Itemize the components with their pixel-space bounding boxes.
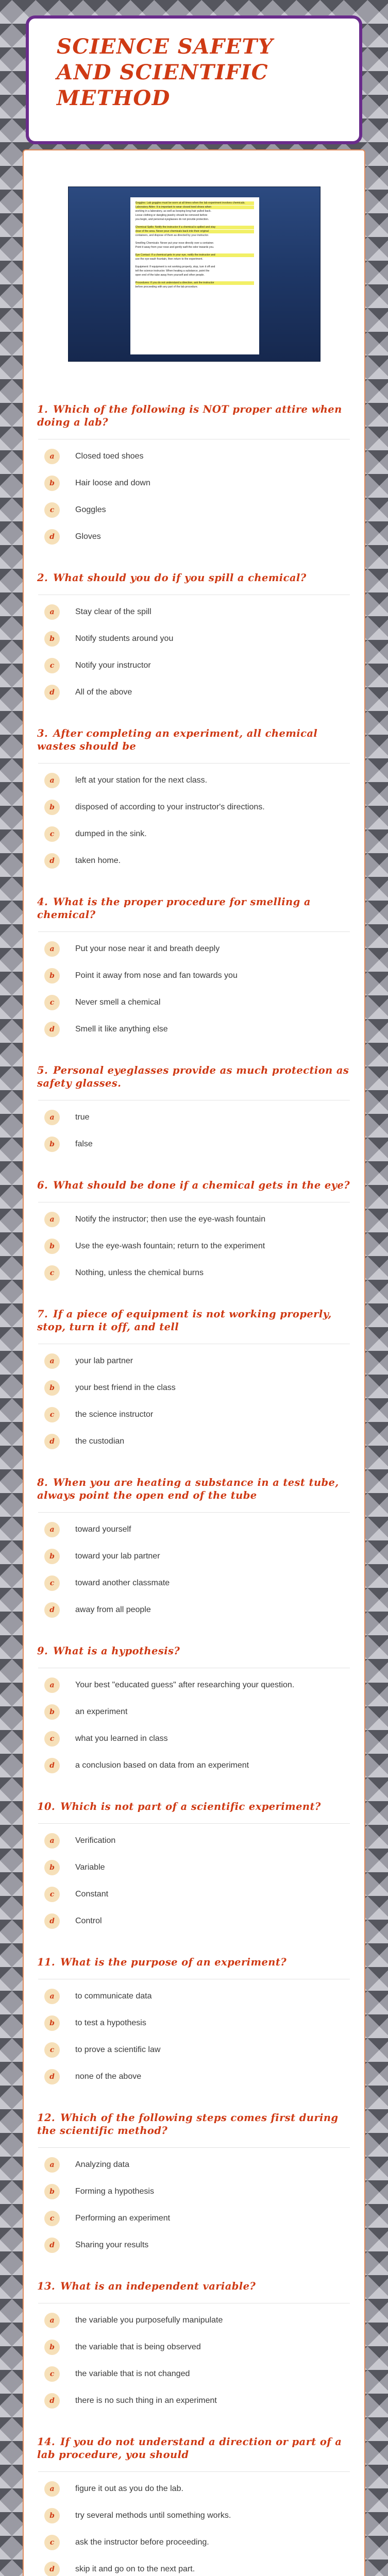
- question-item: [36, 895, 352, 1037]
- answer-option-a[interactable]: [36, 1989, 352, 2004]
- answer-text: there is no such thing in an experiment: [75, 2396, 217, 2405]
- answer-option-c[interactable]: [36, 502, 352, 518]
- answer-option-d[interactable]: [36, 2069, 352, 2084]
- answer-text: an experiment: [75, 1707, 128, 1716]
- question-text: Which of the following steps comes first during the scientific method?: [37, 2112, 339, 2137]
- answer-option-d[interactable]: [36, 853, 352, 869]
- answer-letter-badge: c: [44, 658, 60, 673]
- document-line: clear of the area. Never pour chemicals back into their original: [136, 230, 254, 233]
- answer-option-a[interactable]: [36, 604, 352, 620]
- answer-letter-badge: c: [44, 995, 60, 1010]
- answer-text: Your best "educated guess" after researching your question.: [75, 1681, 295, 1689]
- answer-letter-badge: d: [44, 2393, 60, 2409]
- document-line: Eye Contact: If a chemical gets in your eye, notify the instructor and: [136, 253, 254, 257]
- answer-option-d[interactable]: [36, 1758, 352, 1773]
- answer-text: Stay clear of the spill: [75, 607, 151, 616]
- answer-option-b[interactable]: [36, 476, 352, 491]
- divider: [38, 1823, 350, 1824]
- answer-letter-badge: b: [44, 476, 60, 491]
- answer-text: to test a hypothesis: [75, 2019, 146, 2027]
- question-title: [36, 403, 352, 429]
- document-line: you begin, and personal eyeglasses do not provide protection.: [135, 218, 209, 221]
- answer-option-b[interactable]: [36, 2508, 352, 2523]
- divider: [38, 931, 350, 932]
- answer-text: All of the above: [75, 688, 132, 697]
- answer-letter-badge: c: [44, 2366, 60, 2382]
- question-title: [36, 1308, 352, 1333]
- document-line: Point it away from your nose and gently waft the odor towards you.: [135, 246, 214, 249]
- answer-option-c[interactable]: [36, 2211, 352, 2226]
- answer-text: skip it and go on to the next part.: [75, 2565, 195, 2573]
- answer-text: Control: [75, 1917, 102, 1925]
- answer-option-b[interactable]: [36, 968, 352, 984]
- question-title: [36, 2280, 352, 2293]
- answer-letter-badge: d: [44, 1602, 60, 1618]
- answer-text: taken home.: [75, 856, 121, 865]
- answer-option-b[interactable]: [36, 1549, 352, 1564]
- divider: [38, 763, 350, 764]
- question-item: [36, 1645, 352, 1773]
- question-text: Which is not part of a scientific experiment?: [60, 1801, 321, 1812]
- answer-option-a[interactable]: [36, 1677, 352, 1693]
- question-item: [36, 2280, 352, 2409]
- answer-text: the variable that is being observed: [75, 2343, 201, 2351]
- answer-text: the science instructor: [75, 1410, 154, 1419]
- question-item: [36, 1064, 352, 1152]
- answer-option-d[interactable]: [36, 2393, 352, 2409]
- answer-letter-badge: d: [44, 2562, 60, 2576]
- answer-letter-badge: a: [44, 2157, 60, 2173]
- question-item: [36, 403, 352, 545]
- answer-text: Analyzing data: [75, 2160, 129, 2169]
- question-number: 5.: [37, 1064, 48, 1076]
- answer-letter-badge: c: [44, 2211, 60, 2226]
- answer-letter-badge: b: [44, 631, 60, 647]
- question-item: [36, 2111, 352, 2253]
- answer-letter-badge: b: [44, 1860, 60, 1875]
- answer-text: false: [75, 1140, 93, 1148]
- answer-option-d[interactable]: [36, 529, 352, 545]
- question-number: 12.: [37, 2112, 56, 2124]
- answer-letter-badge: d: [44, 1022, 60, 1037]
- answer-text: toward another classmate: [75, 1579, 170, 1587]
- answer-text: Notify students around you: [75, 634, 174, 643]
- question-number: 7.: [37, 1308, 48, 1320]
- question-number: 13.: [37, 2280, 56, 2292]
- answer-letter-badge: a: [44, 2313, 60, 2328]
- answer-letter-badge: a: [44, 604, 60, 620]
- answer-letter-badge: a: [44, 2481, 60, 2497]
- answer-text: Performing an experiment: [75, 2214, 171, 2223]
- answer-letter-badge: a: [44, 1833, 60, 1849]
- document-line: Loose clothing or dangling jewelry should be removed before: [135, 214, 208, 217]
- answer-option-b[interactable]: [36, 1860, 352, 1875]
- answer-text: Forming a hypothesis: [75, 2187, 154, 2196]
- question-number: 4.: [37, 896, 48, 908]
- page-title: SCIENCE SAFETY AND SCIENTIFIC METHOD: [57, 35, 274, 110]
- answer-option-c[interactable]: [36, 2366, 352, 2382]
- answer-option-c[interactable]: [36, 2535, 352, 2550]
- answer-letter-badge: b: [44, 2508, 60, 2523]
- answer-text: Verification: [75, 1836, 116, 1845]
- question-number: 6.: [37, 1179, 48, 1191]
- answer-letter-badge: a: [44, 1212, 60, 1227]
- answer-letter-badge: c: [44, 1887, 60, 1902]
- answer-letter-badge: d: [44, 1913, 60, 1929]
- answer-option-a[interactable]: [36, 2481, 352, 2497]
- question-text: Personal eyeglasses provide as much protection as safety glasses.: [37, 1064, 349, 1089]
- answer-letter-badge: c: [44, 1731, 60, 1747]
- question-title: [36, 1179, 352, 1192]
- answer-option-b[interactable]: [36, 800, 352, 815]
- answer-text: Notify the instructor; then use the eye-wash fountain: [75, 1215, 266, 1224]
- document-line: [136, 278, 254, 281]
- answer-letter-badge: c: [44, 2042, 60, 2058]
- document-line: [136, 238, 254, 242]
- answer-letter-badge: a: [44, 1677, 60, 1693]
- answer-option-c[interactable]: [36, 1887, 352, 1902]
- lab-safety-document-image: [130, 197, 259, 354]
- question-text: After completing an experiment, all chemical wastes should be: [37, 727, 318, 752]
- answer-letter-badge: c: [44, 1575, 60, 1591]
- document-line: Goggles: Lab goggles must be worn at all times when the lab experiment involves chemicals.: [136, 201, 254, 205]
- answer-letter-badge: a: [44, 449, 60, 464]
- question-item: [36, 2435, 352, 2576]
- answer-option-d[interactable]: [36, 1022, 352, 1037]
- answer-letter-badge: b: [44, 2184, 60, 2199]
- answer-letter-badge: a: [44, 941, 60, 957]
- answer-letter-badge: c: [44, 826, 60, 842]
- answer-text: Put your nose near it and breath deeply: [75, 944, 220, 953]
- question-text: What should be done if a chemical gets in the eye?: [53, 1179, 350, 1191]
- answer-text: a conclusion based on data from an experiment: [75, 1761, 249, 1770]
- answer-option-b[interactable]: [36, 2184, 352, 2199]
- document-line: [136, 262, 254, 265]
- question-title: [36, 1645, 352, 1657]
- answer-option-a[interactable]: [36, 1212, 352, 1227]
- answer-option-a[interactable]: [36, 2157, 352, 2173]
- answer-text: left at your station for the next class.: [75, 776, 208, 785]
- question-item: [36, 727, 352, 869]
- answer-letter-badge: d: [44, 685, 60, 700]
- question-item: [36, 1308, 352, 1449]
- question-text: What is an independent variable?: [60, 2280, 256, 2292]
- answer-option-c[interactable]: [36, 658, 352, 673]
- answer-option-d[interactable]: [36, 685, 352, 700]
- hero-image: [68, 187, 320, 362]
- question-number: 11.: [37, 1956, 56, 1968]
- answer-text: Gloves: [75, 532, 101, 541]
- answer-text: Use the eye-wash fountain; return to the experiment: [75, 1242, 265, 1250]
- answer-option-a[interactable]: [36, 1833, 352, 1849]
- answer-letter-badge: c: [44, 502, 60, 518]
- divider: [38, 1512, 350, 1513]
- answer-text: disposed of according to your instructor's directions.: [75, 803, 265, 811]
- answer-letter-badge: b: [44, 1549, 60, 1564]
- document-line: containers, and dispose of them as directed by your instructor.: [135, 234, 209, 237]
- question-title: [36, 1064, 352, 1090]
- question-title: [36, 1476, 352, 1502]
- answer-text: Closed toed shoes: [75, 452, 144, 461]
- answer-letter-badge: a: [44, 1522, 60, 1537]
- answer-letter-badge: d: [44, 529, 60, 545]
- answer-option-a[interactable]: [36, 941, 352, 957]
- answer-option-d[interactable]: [36, 1913, 352, 1929]
- answer-letter-badge: c: [44, 2535, 60, 2550]
- document-line: Procedures: If you do not understand a direction, ask the instructor: [136, 281, 254, 285]
- answer-letter-badge: d: [44, 2238, 60, 2253]
- divider: [38, 2147, 350, 2148]
- document-line: [136, 250, 254, 253]
- answer-letter-badge: d: [44, 853, 60, 869]
- document-line: before proceeding with any part of the lab procedure.: [135, 285, 198, 289]
- question-text: What should you do if you spill a chemical?: [53, 572, 307, 584]
- answer-option-a[interactable]: [36, 1522, 352, 1537]
- answer-text: the variable you purposefully manipulate: [75, 2316, 223, 2325]
- answer-text: try several methods until something works.: [75, 2511, 231, 2520]
- answer-option-d[interactable]: [36, 2562, 352, 2576]
- answer-option-a[interactable]: [36, 449, 352, 464]
- answer-letter-badge: c: [44, 1265, 60, 1281]
- question-title: [36, 727, 352, 753]
- document-line: open end of the tube away from yourself and other people.: [135, 274, 205, 277]
- answer-text: Notify your instructor: [75, 661, 151, 670]
- answer-letter-badge: b: [44, 1137, 60, 1152]
- question-number: 2.: [37, 572, 48, 584]
- answer-letter-badge: a: [44, 1110, 60, 1125]
- answer-text: Nothing, unless the chemical burns: [75, 1268, 204, 1277]
- answer-option-b[interactable]: [36, 1704, 352, 1720]
- question-text: What is the purpose of an experiment?: [60, 1956, 287, 1968]
- answer-text: Constant: [75, 1890, 109, 1899]
- question-list: [36, 403, 352, 2576]
- question-text: If you do not understand a direction or part of a lab procedure, you should: [37, 2436, 342, 2461]
- answer-text: Hair loose and down: [75, 479, 150, 487]
- answer-text: the variable that is not changed: [75, 2369, 190, 2378]
- document-line: tell the science instructor. When heating a substance, point the: [135, 269, 210, 273]
- answer-option-b[interactable]: [36, 1137, 352, 1152]
- document-line: Laboratory Attire: It is important to wear closed toed shoes when: [136, 206, 254, 209]
- answer-text: your lab partner: [75, 1357, 133, 1365]
- answer-text: Sharing your results: [75, 2241, 149, 2249]
- answer-letter-badge: b: [44, 800, 60, 815]
- question-title: [36, 571, 352, 584]
- document-line: Equipment: If equipment is not working properly, stop, turn it off and: [135, 265, 215, 268]
- answer-text: toward your lab partner: [75, 1552, 160, 1561]
- answer-letter-badge: b: [44, 1380, 60, 1396]
- answer-text: ask the instructor before proceeding.: [75, 2538, 209, 2547]
- answer-option-a[interactable]: [36, 773, 352, 788]
- question-text: When you are heating a substance in a test tube, always point the open end of the tube: [37, 1477, 339, 1501]
- answer-letter-badge: b: [44, 1704, 60, 1720]
- answer-letter-badge: a: [44, 773, 60, 788]
- document-line: Smelling Chemicals: Never put your nose directly over a container.: [135, 242, 214, 245]
- answer-letter-badge: b: [44, 968, 60, 984]
- question-text: What is the proper procedure for smelling a chemical?: [37, 896, 311, 921]
- answer-text: Point it away from nose and fan towards you: [75, 971, 238, 980]
- answer-option-b[interactable]: [36, 1239, 352, 1254]
- answer-letter-badge: b: [44, 1239, 60, 1254]
- answer-option-b[interactable]: [36, 631, 352, 647]
- question-title: [36, 1956, 352, 1969]
- answer-text: Variable: [75, 1863, 105, 1872]
- answer-text: Smell it like anything else: [75, 1025, 168, 1033]
- answer-option-b[interactable]: [36, 1380, 352, 1396]
- question-item: [36, 571, 352, 700]
- question-item: [36, 1800, 352, 1929]
- question-number: 10.: [37, 1801, 56, 1812]
- question-title: [36, 1800, 352, 1813]
- answer-letter-badge: b: [44, 2015, 60, 2031]
- answer-letter-badge: d: [44, 1758, 60, 1773]
- answer-text: toward yourself: [75, 1525, 131, 1534]
- answer-option-c[interactable]: [36, 1407, 352, 1422]
- answer-option-c[interactable]: [36, 995, 352, 1010]
- question-text: If a piece of equipment is not working properly, stop, turn it off, and tell: [37, 1308, 332, 1333]
- answer-letter-badge: d: [44, 2069, 60, 2084]
- answer-text: Never smell a chemical: [75, 998, 161, 1007]
- question-item: [36, 1956, 352, 2084]
- question-number: 8.: [37, 1477, 48, 1488]
- answer-text: to prove a scientific law: [75, 2045, 161, 2054]
- answer-text: away from all people: [75, 1605, 151, 1614]
- answer-option-b[interactable]: [36, 2340, 352, 2355]
- document-line: [136, 222, 254, 226]
- question-title: [36, 2111, 352, 2137]
- question-number: 3.: [37, 727, 48, 739]
- answer-text: none of the above: [75, 2072, 142, 2081]
- answer-option-d[interactable]: [36, 1434, 352, 1449]
- answer-text: what you learned in class: [75, 1734, 168, 1743]
- answer-option-a[interactable]: [36, 1353, 352, 1369]
- document-line: Chemical Spills: Notify the instructor if a chemical is spilled and stay: [136, 226, 254, 229]
- question-number: 9.: [37, 1645, 48, 1657]
- answer-letter-badge: a: [44, 1989, 60, 2004]
- question-text: Which of the following is NOT proper attire when doing a lab?: [37, 403, 342, 428]
- answer-option-a[interactable]: [36, 1110, 352, 1125]
- quiz-card: [23, 149, 365, 2576]
- answer-option-c[interactable]: [36, 1575, 352, 1591]
- answer-text: to communicate data: [75, 1992, 152, 2001]
- answer-option-c[interactable]: [36, 1731, 352, 1747]
- answer-text: figure it out as you do the lab.: [75, 2484, 183, 2493]
- answer-option-d[interactable]: [36, 2238, 352, 2253]
- question-number: 1.: [37, 403, 48, 415]
- question-item: [36, 1476, 352, 1618]
- question-number: 14.: [37, 2436, 56, 2448]
- answer-letter-badge: a: [44, 1353, 60, 1369]
- question-title: [36, 2435, 352, 2461]
- document-line: use the eye-wash fountain, then return to the experiment.: [135, 258, 203, 261]
- question-item: [36, 1179, 352, 1281]
- answer-text: true: [75, 1113, 90, 1122]
- answer-option-d[interactable]: [36, 1602, 352, 1618]
- answer-text: dumped in the sink.: [75, 829, 147, 838]
- divider: [38, 2471, 350, 2472]
- document-line: working in a laboratory, as well as keeping long hair pulled back.: [135, 210, 212, 213]
- question-text: What is a hypothesis?: [53, 1645, 180, 1657]
- answer-option-a[interactable]: [36, 2313, 352, 2328]
- answer-option-c[interactable]: [36, 1265, 352, 1281]
- answer-letter-badge: b: [44, 2340, 60, 2355]
- question-title: [36, 895, 352, 921]
- answer-option-b[interactable]: [36, 2015, 352, 2031]
- answer-text: your best friend in the class: [75, 1383, 176, 1392]
- answer-text: Goggles: [75, 505, 106, 514]
- answer-option-c[interactable]: [36, 2042, 352, 2058]
- answer-option-c[interactable]: [36, 826, 352, 842]
- header-card: [26, 15, 362, 144]
- answer-letter-badge: c: [44, 1407, 60, 1422]
- answer-letter-badge: d: [44, 1434, 60, 1449]
- answer-text: the custodian: [75, 1437, 125, 1446]
